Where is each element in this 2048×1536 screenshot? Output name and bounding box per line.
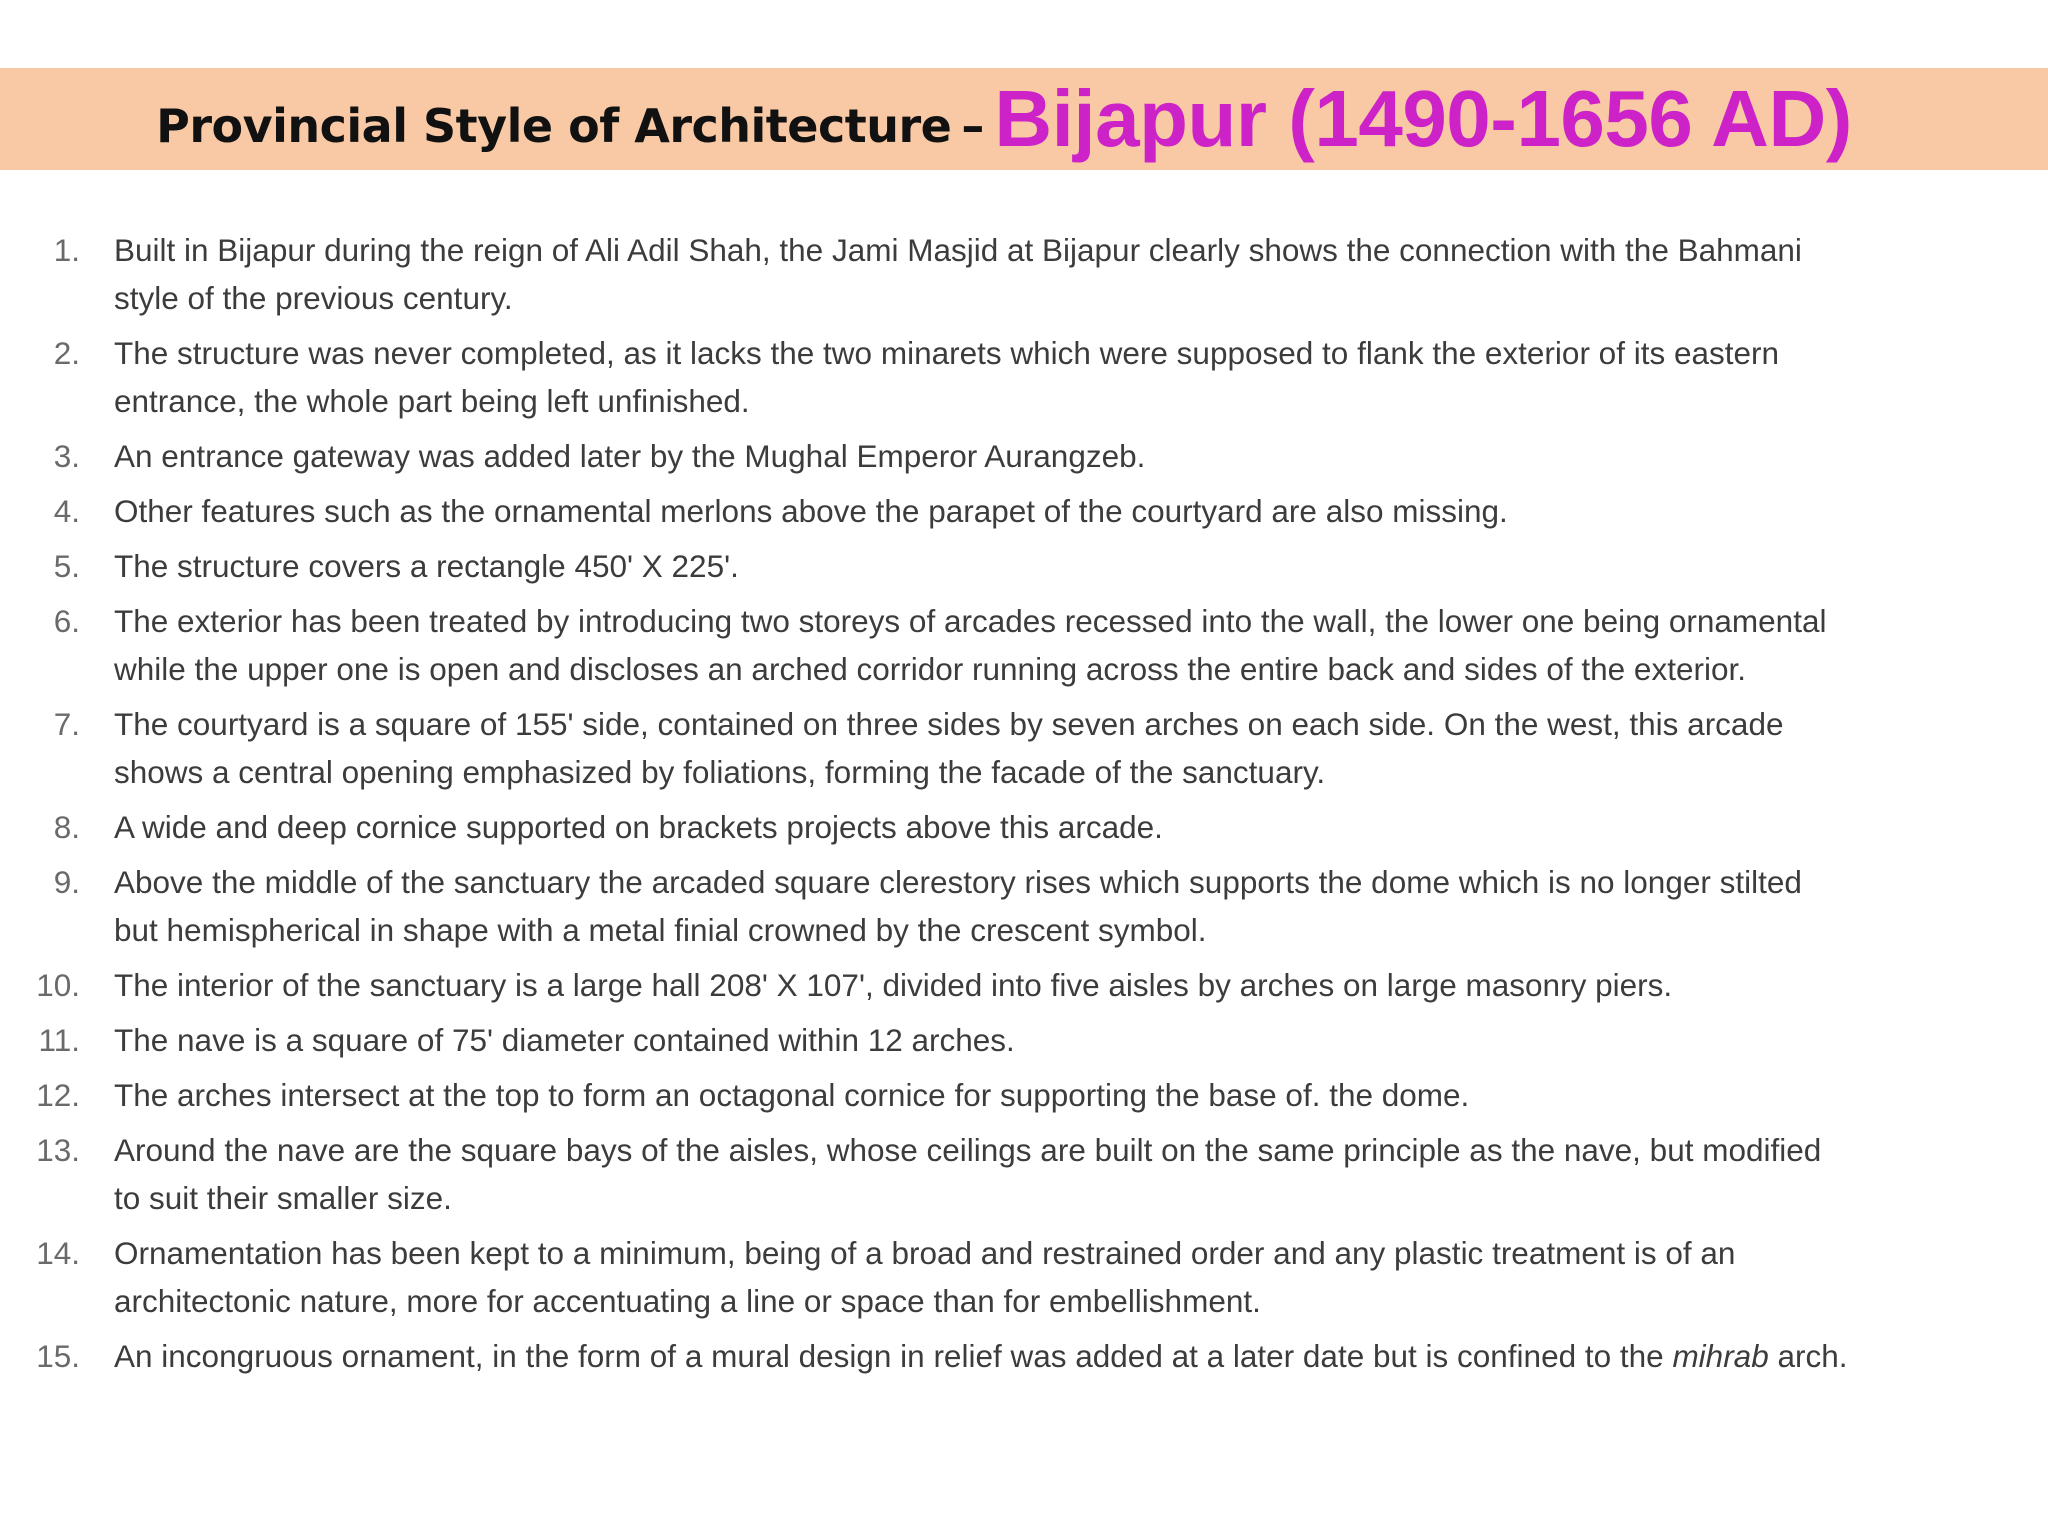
- list-item: [0, 803, 2048, 851]
- item-text-main: An incongruous ornament, in the form of a mural design in relief was added at a later date but is confined to the: [114, 1338, 1664, 1374]
- item-number: 2.: [53, 335, 80, 371]
- item-text: A wide and deep cornice supported on brackets projects above this arcade.: [114, 809, 1163, 845]
- list-item: [0, 542, 2048, 590]
- list-item: [0, 1229, 2048, 1325]
- item-text: Ornamentation has been kept to a minimum, being of a broad and restrained order and any plastic treatment is of an architectonic nature, more for accentuating a line or space than for embellishment.: [114, 1235, 1736, 1319]
- item-text: An entrance gateway was added later by the Mughal Emperor Aurangzeb.: [114, 438, 1146, 474]
- item-text: The structure covers a rectangle 450' X 225'.: [114, 548, 739, 584]
- list-item: [0, 1126, 2048, 1222]
- item-number: 6.: [53, 603, 80, 639]
- item-number: 10.: [36, 967, 80, 1003]
- item-number: 1.: [53, 232, 80, 268]
- title-accent: Bijapur (1490-1656 AD): [994, 74, 1852, 163]
- item-number: 7.: [53, 706, 80, 742]
- list-item: [0, 226, 2048, 322]
- list-item: [0, 858, 2048, 954]
- list-item: [0, 1016, 2048, 1064]
- list-item: [0, 329, 2048, 425]
- item-text: The structure was never completed, as it lacks the two minarets which were supposed to flank the exterior of its eastern entrance, the whole part being left unfinished.: [114, 335, 1780, 419]
- list-item: [0, 432, 2048, 480]
- item-number: 9.: [53, 864, 80, 900]
- item-text: The interior of the sanctuary is a large hall 208' X 107', divided into five aisles by arches on large masonry piers.: [114, 967, 1673, 1003]
- page-title: Provincial Style of Architecture: [156, 99, 952, 153]
- item-number: 8.: [53, 809, 80, 845]
- item-text: Around the nave are the square bays of the aisles, whose ceilings are built on the same principle as the nave, but modified to suit their smaller size.: [114, 1132, 1822, 1216]
- numbered-list: [0, 226, 2048, 1380]
- title-banner: [0, 68, 2048, 170]
- list-item: [0, 1332, 2048, 1380]
- item-number: 12.: [36, 1077, 80, 1113]
- content-area: [0, 226, 2048, 1387]
- item-text: [114, 1332, 1848, 1380]
- item-text: The courtyard is a square of 155' side, contained on three sides by seven arches on each side. On the west, this arcade shows a central opening emphasized by foliations, forming the facade of the sanctuary.: [114, 706, 1784, 790]
- item-text-tail: arch.: [1768, 1338, 1848, 1374]
- item-text-emphasis: mihrab: [1672, 1338, 1769, 1374]
- item-text: Above the middle of the sanctuary the arcaded square clerestory rises which supports the dome which is no longer stilted but hemispherical in shape with a metal finial crowned by the crescent symbol.: [114, 864, 1802, 948]
- list-item: [0, 487, 2048, 535]
- list-item: [0, 597, 2048, 693]
- item-text: Other features such as the ornamental merlons above the parapet of the courtyard are also missing.: [114, 493, 1508, 529]
- title-dash: –: [961, 99, 985, 153]
- item-text: The arches intersect at the top to form an octagonal cornice for supporting the base of. the dome.: [114, 1077, 1470, 1113]
- item-text: Built in Bijapur during the reign of Ali Adil Shah, the Jami Masjid at Bijapur clearly shows the connection with the Bahmani style of the previous century.: [114, 232, 1802, 316]
- item-text: The nave is a square of 75' diameter contained within 12 arches.: [114, 1022, 1015, 1058]
- list-item: [0, 1071, 2048, 1119]
- list-item: [0, 700, 2048, 796]
- item-number: 15.: [36, 1338, 80, 1374]
- list-item: [0, 961, 2048, 1009]
- item-number: 11.: [38, 1022, 80, 1058]
- item-number: 4.: [53, 493, 80, 529]
- item-text: The exterior has been treated by introducing two storeys of arcades recessed into the wall, the lower one being ornamental while the upper one is open and discloses an arched corridor running across the entire back and sides of the exterior.: [114, 603, 1827, 687]
- item-number: 14.: [36, 1235, 80, 1271]
- item-number: 13.: [36, 1132, 80, 1168]
- item-number: 3.: [53, 438, 80, 474]
- item-number: 5.: [53, 548, 80, 584]
